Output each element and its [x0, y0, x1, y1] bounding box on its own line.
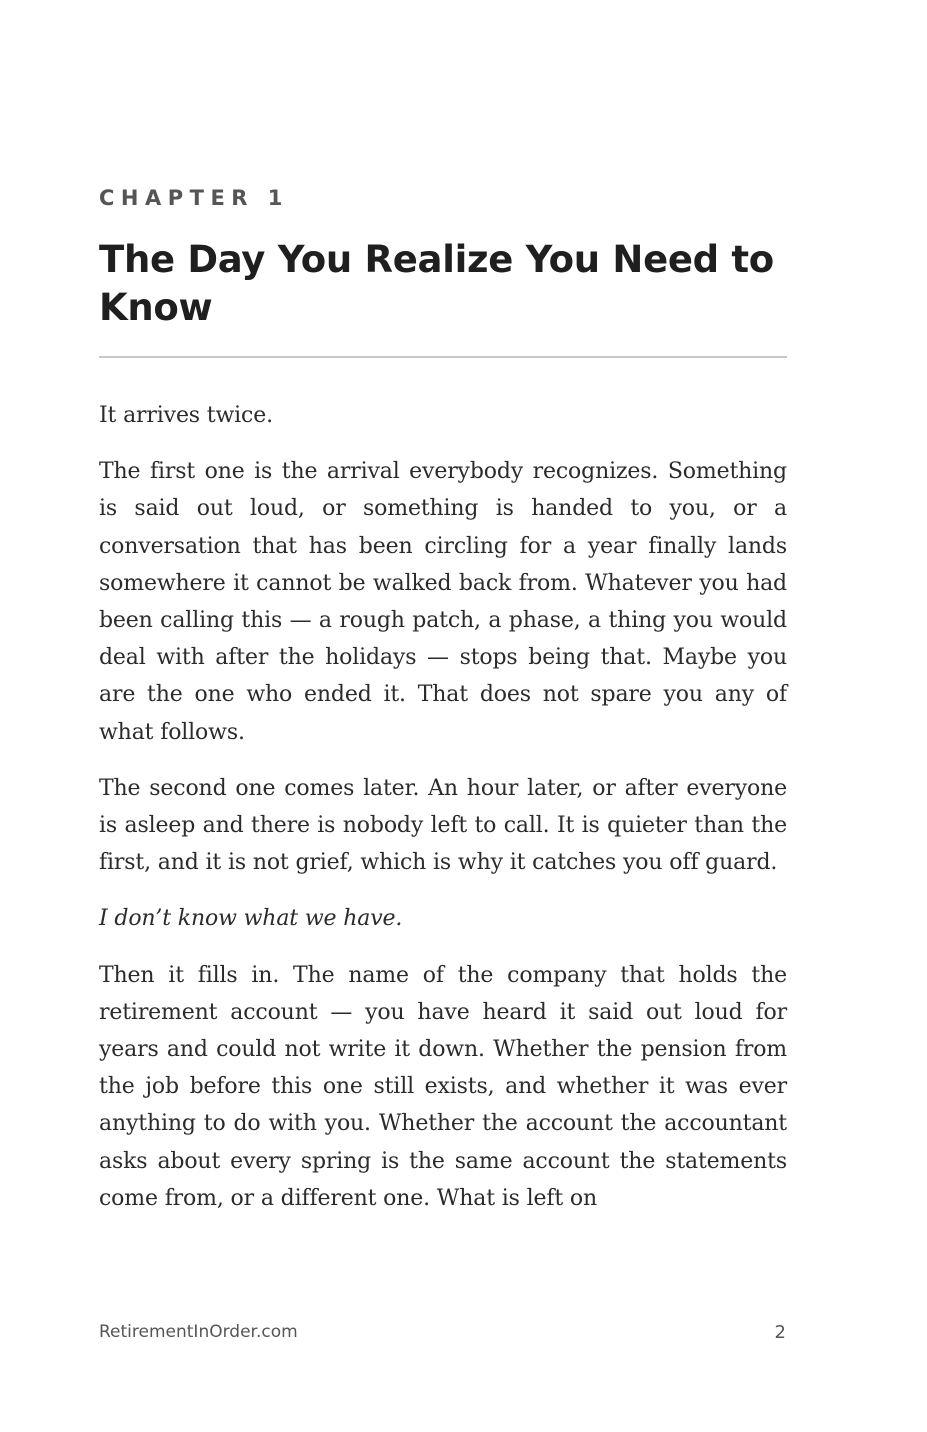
title-divider [99, 356, 787, 358]
paragraph: Then it fills in. The name of the company that holds the retirement account — you have heard it said out loud for years and could not write it down. Whether the pension from the job before this one still exists, and whether it was ever anything to do with you. Whether the account the accountant asks about every spring is the same account the statements come from, or a different one. What is left on [99, 962, 787, 1211]
chapter-body [99, 397, 787, 1236]
chapter-label: CHAPTER 1 [99, 186, 289, 210]
italic-quote: I don’t know what we have. [99, 906, 403, 932]
paragraph: The first one is the arrival everybody recognizes. Something is said out loud, or something is handed to you, or a conversation that has been circling for a year finally lands somewhere it cannot be walked back from. Whatever you had been calling this — a rough patch, a phase, a thing you would deal with after the holidays — stops being that. Maybe you are the one who ended it. That does not spare you any of what follows. [99, 459, 787, 745]
paragraph: It arrives twice. [99, 403, 273, 428]
footer-website: RetirementInOrder.com [99, 1322, 298, 1342]
page-number: 2 [774, 1322, 786, 1343]
paragraph: The second one comes later. An hour later, or after everyone is asleep and there is nobody left to call. It is quieter than the first, and it is not grief, which is why it catches you off guard. [99, 775, 787, 876]
chapter-title: The Day You Realize You Need to Know [99, 238, 774, 329]
